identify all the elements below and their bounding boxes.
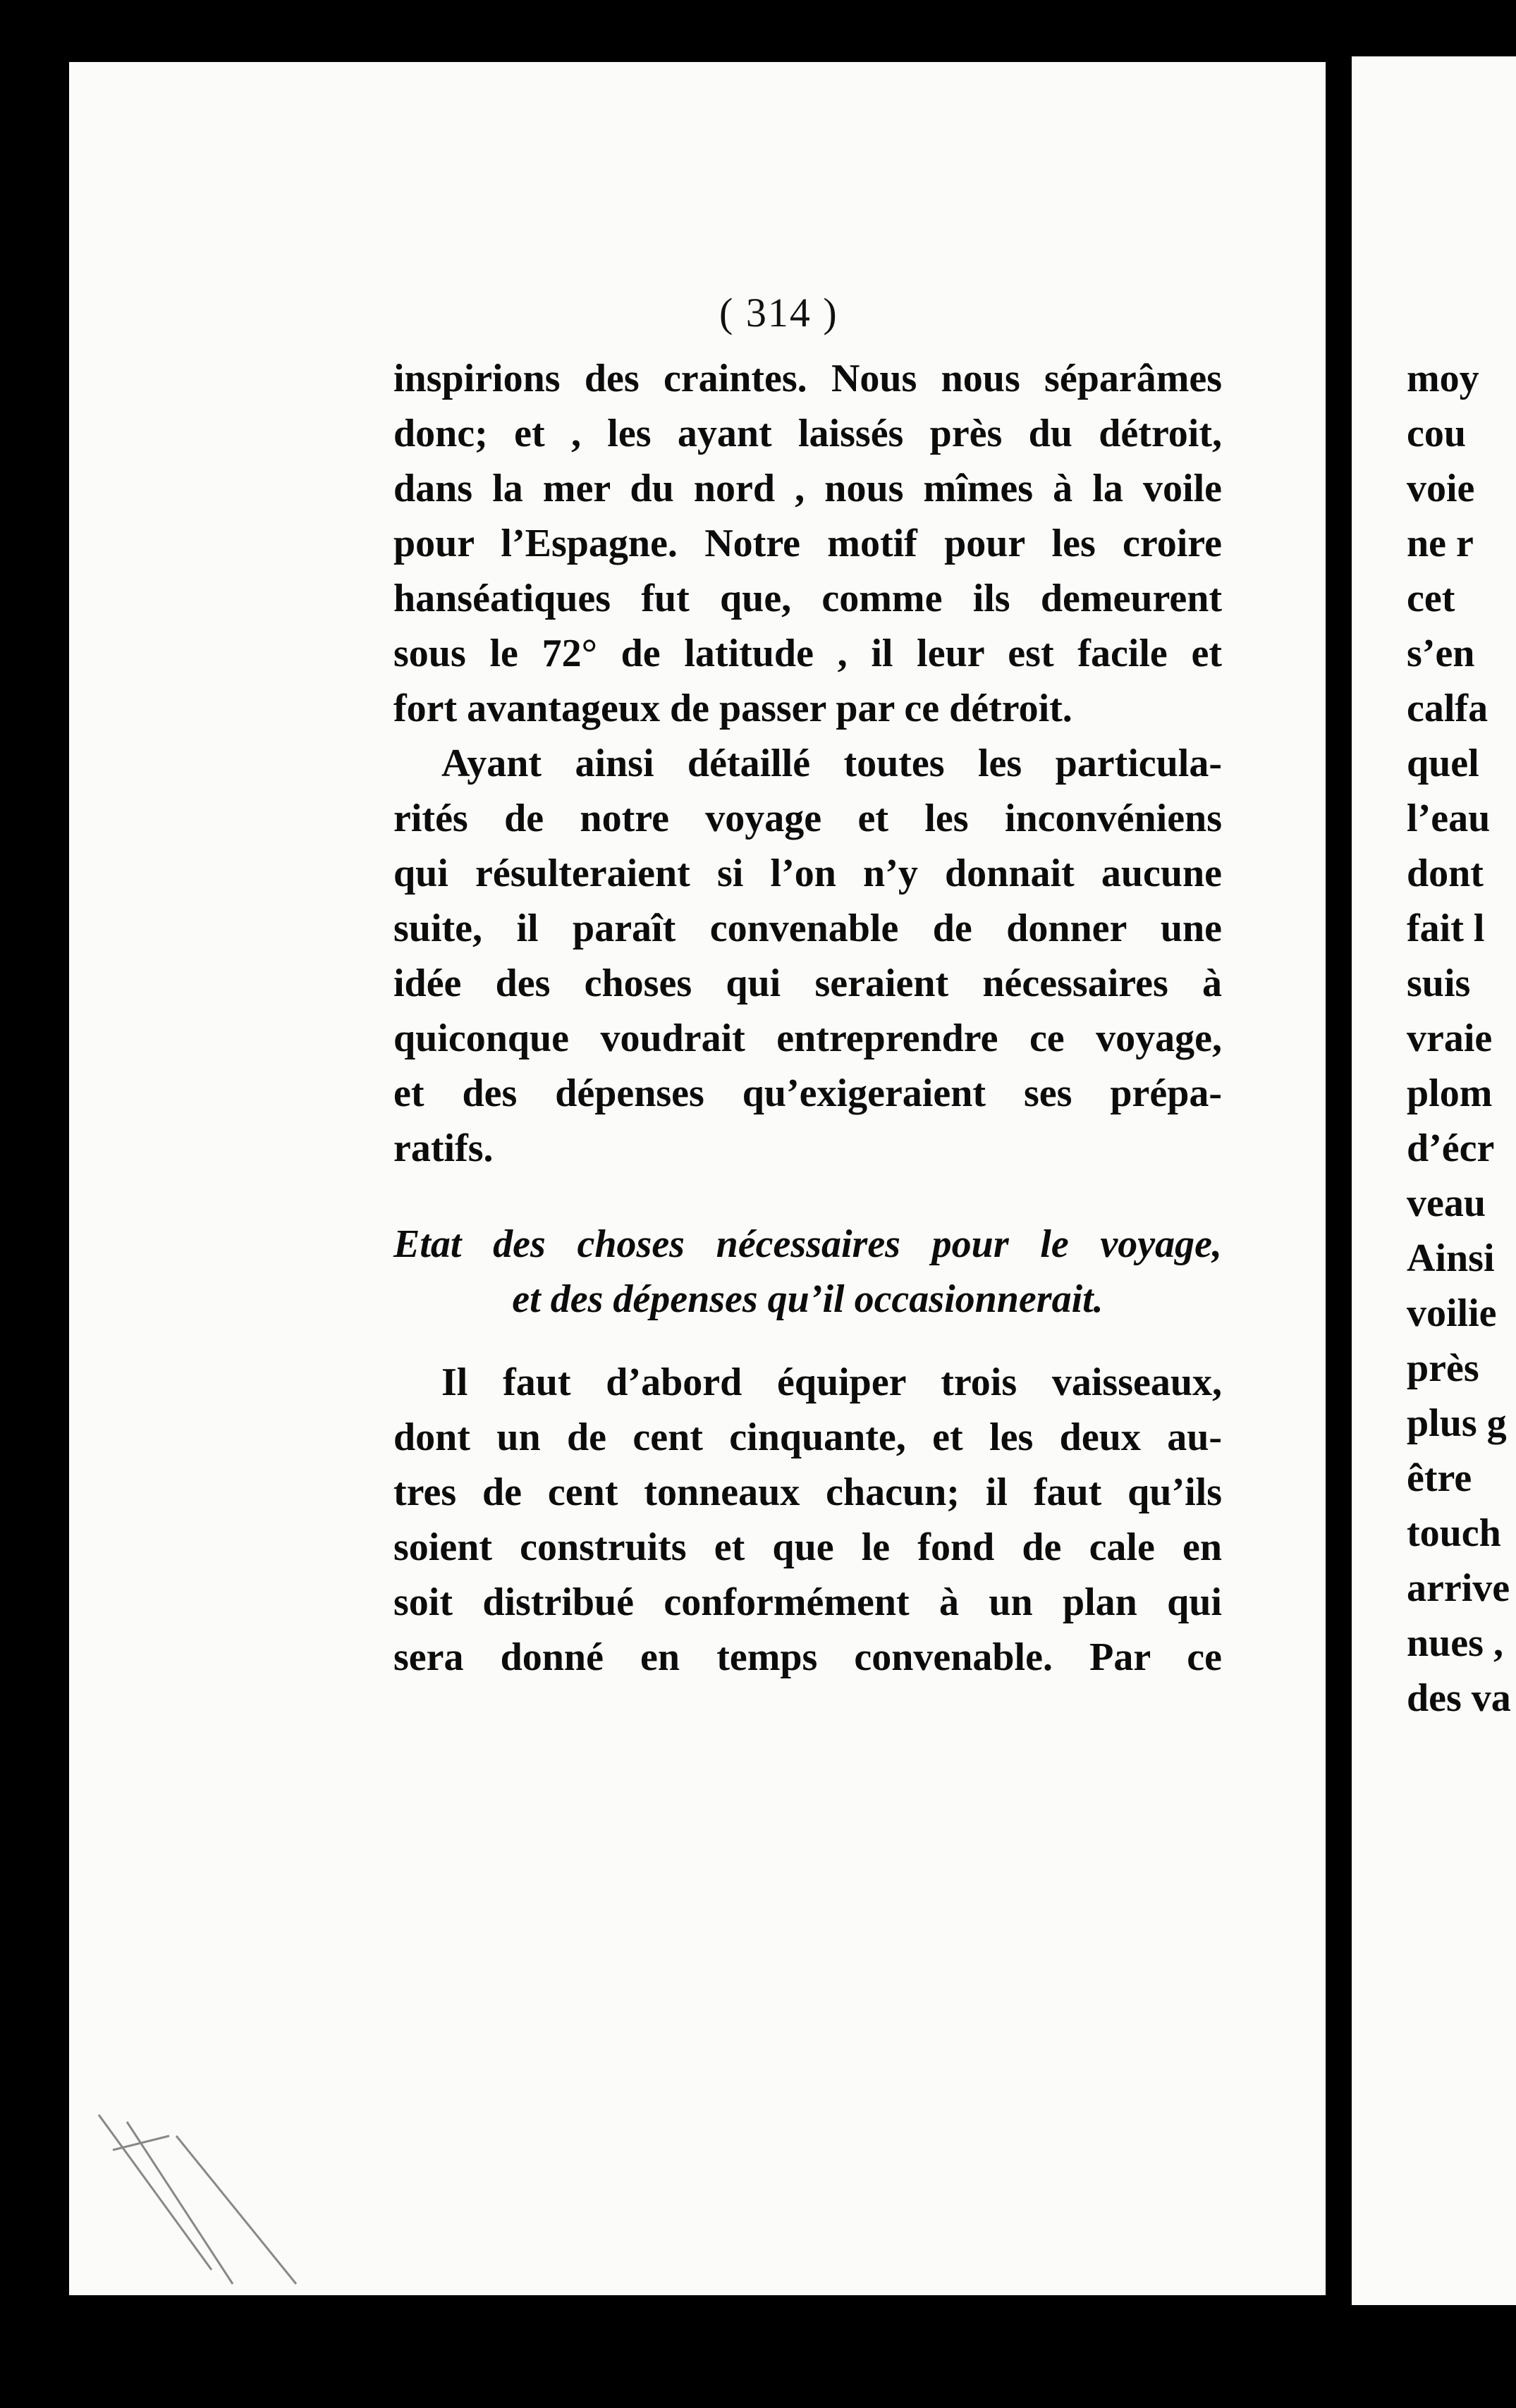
text-fragment: être [1407, 1456, 1472, 1500]
page-corner-crease [85, 2108, 310, 2291]
text-fragment: cet [1407, 577, 1455, 620]
text-fragment: plus g [1407, 1401, 1507, 1445]
text-fragment: cou [1407, 412, 1466, 455]
text-fragment: arrive [1407, 1566, 1510, 1610]
text-fragment: touch [1407, 1511, 1501, 1555]
text-line: inspirions des craintes. Nous nous séparâmes [393, 357, 1222, 400]
text-fragment: voie [1407, 467, 1475, 510]
text-line: rités de notre voyage et les inconvéniens [393, 797, 1222, 840]
text-fragment: Ainsi [1407, 1236, 1495, 1280]
text-fragment: des va [1407, 1676, 1511, 1720]
text-fragment: quel [1407, 742, 1479, 785]
paragraph-3 [393, 1355, 1222, 1685]
text-line: hanséatiques fut que, comme ils demeurent [393, 577, 1222, 620]
section-heading [393, 1217, 1222, 1327]
text-line: Ayant ainsi détaillé toutes les particula- [441, 742, 1222, 785]
right-page-text [1407, 351, 1511, 1726]
text-fragment: dont [1407, 852, 1484, 895]
text-line: ratifs. [393, 1126, 494, 1170]
text-line: fort avantageux de passer par ce détroit. [393, 687, 1072, 730]
gutter [1326, 0, 1352, 2408]
text-fragment: près [1407, 1346, 1479, 1390]
text-line: tres de cent tonneaux chacun; il faut qu’ils [393, 1470, 1222, 1514]
paragraph-1 [393, 351, 1222, 736]
text-fragment: calfa [1407, 687, 1489, 730]
text-line: et des dépenses qu’exigeraient ses prépa- [393, 1071, 1222, 1115]
text-fragment: plom [1407, 1071, 1493, 1115]
text-line: sera donné en temps convenable. Par ce [393, 1635, 1222, 1679]
paragraph-2 [393, 736, 1222, 1176]
text-line: dont un de cent cinquante, et les deux au- [393, 1415, 1222, 1459]
text-fragment: suis [1407, 962, 1471, 1005]
text-fragment: voilie [1407, 1291, 1497, 1335]
text-line: soient construits et que le fond de cale en [393, 1525, 1222, 1569]
text-fragment: nues , [1407, 1621, 1503, 1665]
page-number: ( 314 ) [719, 290, 838, 336]
text-fragment: s’en [1407, 632, 1475, 675]
text-fragment: vraie [1407, 1016, 1493, 1060]
text-fragment: d’écr [1407, 1126, 1495, 1170]
text-line: qui résulteraient si l’on n’y donnait aucune [393, 852, 1222, 895]
text-line: soit distribué conformément à un plan qui [393, 1580, 1222, 1624]
heading-line: et des dépenses qu’il occasionnerait. [512, 1277, 1104, 1321]
text-fragment: moy [1407, 357, 1479, 400]
text-fragment: fait l [1407, 907, 1485, 950]
text-fragment: l’eau [1407, 797, 1491, 840]
text-line: dans la mer du nord , nous mîmes à la voile [393, 467, 1222, 510]
text-line: donc; et , les ayant laissés près du détroit, [393, 412, 1222, 455]
text-fragment: veau [1407, 1181, 1486, 1225]
text-line: idée des choses qui seraient nécessaires à [393, 962, 1222, 1005]
text-line: suite, il paraît convenable de donner une [393, 907, 1222, 950]
text-line: quiconque voudrait entreprendre ce voyage, [393, 1016, 1222, 1060]
page-text [393, 351, 1222, 1685]
text-line: sous le 72° de latitude , il leur est facile et [393, 632, 1222, 675]
text-fragment: ne r [1407, 522, 1474, 565]
text-line: pour l’Espagne. Notre motif pour les croire [393, 522, 1222, 565]
heading-line: Etat des choses nécessaires pour le voyage, [393, 1222, 1222, 1266]
text-line: Il faut d’abord équiper trois vaisseaux, [441, 1360, 1222, 1404]
